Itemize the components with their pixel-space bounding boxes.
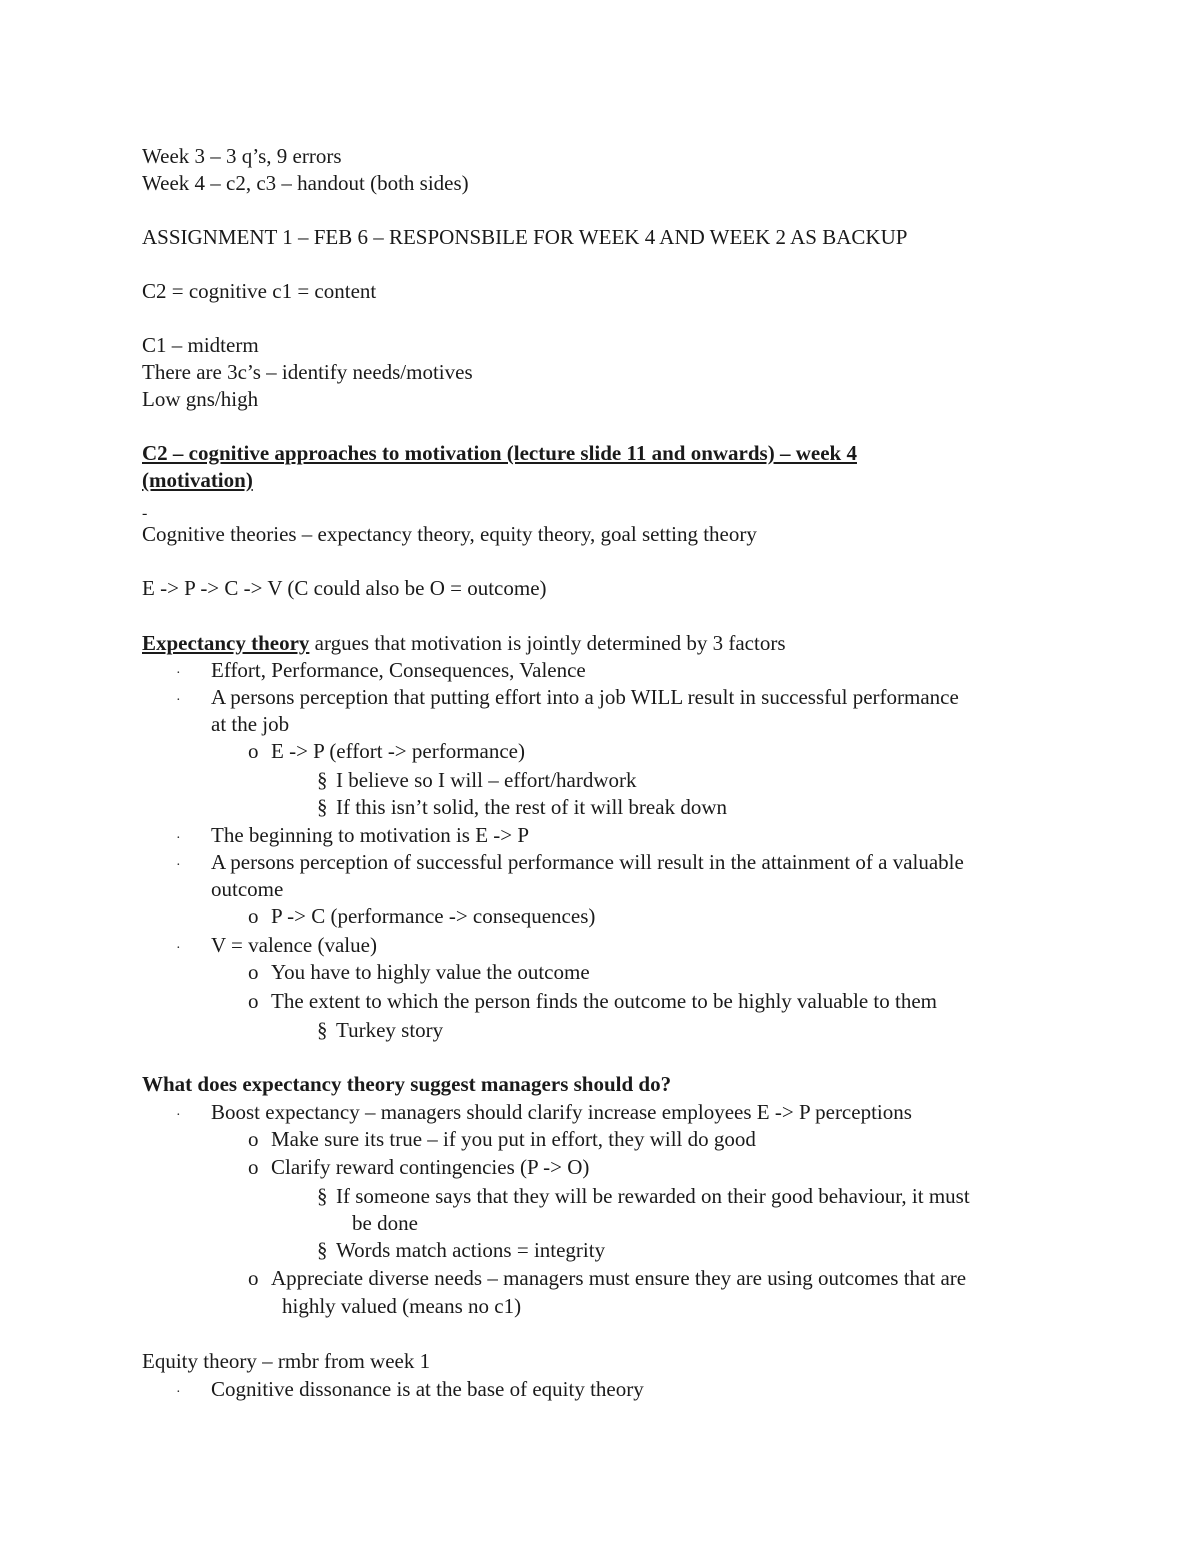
- list-item: I believe so I will – effort/hardwork: [336, 768, 637, 792]
- list-item: V = valence (value): [211, 933, 377, 957]
- text-line: Cognitive theories – expectancy theory, equity theory, goal setting theory: [142, 522, 757, 546]
- list-item: Make sure its true – if you put in effort, they will do good: [271, 1127, 756, 1151]
- list-item-cont: be done: [352, 1211, 418, 1235]
- bullet-marker: ·: [176, 831, 181, 846]
- circle-marker: o: [248, 960, 259, 984]
- circle-marker: o: [248, 1266, 259, 1290]
- list-item: A persons perception that putting effort into a job WILL result in successful performance: [211, 685, 959, 709]
- list-item: Cognitive dissonance is at the base of equity theory: [211, 1377, 644, 1401]
- list-item: A persons perception of successful performance will result in the attainment of a valuable: [211, 850, 964, 874]
- section-heading-cont: (motivation): [142, 468, 253, 492]
- text-line: C2 = cognitive c1 = content: [142, 279, 377, 303]
- list-item: If someone says that they will be rewarded on their good behaviour, it must: [336, 1184, 970, 1208]
- circle-marker: o: [248, 904, 259, 928]
- list-item-cont: outcome: [211, 877, 284, 901]
- bullet-marker: ·: [176, 941, 181, 956]
- list-item: The extent to which the person finds the outcome to be highly valuable to them: [271, 989, 938, 1013]
- list-item: Words match actions = integrity: [336, 1238, 606, 1262]
- managers-heading: What does expectancy theory suggest managers should do?: [142, 1072, 672, 1096]
- section-heading: C2 – cognitive approaches to motivation (lecture slide 11 and onwards) – week 4: [142, 441, 857, 465]
- expectancy-rest: argues that motivation is jointly determined by 3 factors: [309, 631, 786, 655]
- section-marker: §: [317, 768, 328, 792]
- bullet-marker: ·: [176, 666, 181, 681]
- bullet-marker: ·: [176, 693, 181, 708]
- text-line: E -> P -> C -> V (C could also be O = outcome): [142, 576, 547, 600]
- circle-marker: o: [248, 1127, 259, 1151]
- text-line: C1 – midterm: [142, 333, 259, 357]
- section-marker: §: [317, 1184, 328, 1208]
- bullet-marker: ·: [176, 1385, 181, 1400]
- list-item: Boost expectancy – managers should clarify increase employees E -> P perceptions: [211, 1100, 912, 1124]
- section-marker: §: [317, 1238, 328, 1262]
- circle-marker: o: [248, 1155, 259, 1179]
- text-line: There are 3c’s – identify needs/motives: [142, 360, 473, 384]
- list-item: You have to highly value the outcome: [271, 960, 590, 984]
- expectancy-intro: [142, 630, 786, 657]
- text-line: Equity theory – rmbr from week 1: [142, 1349, 431, 1373]
- list-item: The beginning to motivation is E -> P: [211, 823, 530, 847]
- text-line: Week 4 – c2, c3 – handout (both sides): [142, 171, 469, 195]
- text-line: Low gns/high: [142, 387, 259, 411]
- text-line: ASSIGNMENT 1 – FEB 6 – RESPONSBILE FOR WEEK 4 AND WEEK 2 AS BACKUP: [142, 225, 908, 249]
- list-item: Appreciate diverse needs – managers must ensure they are using outcomes that are: [271, 1266, 967, 1290]
- list-item: Clarify reward contingencies (P -> O): [271, 1155, 590, 1179]
- list-item: Turkey story: [336, 1018, 444, 1042]
- circle-marker: o: [248, 989, 259, 1013]
- bullet-marker: ·: [176, 1108, 181, 1123]
- list-item: E -> P (effort -> performance): [271, 739, 525, 763]
- text-line: Week 3 – 3 q’s, 9 errors: [142, 144, 342, 168]
- section-marker: §: [317, 1018, 328, 1042]
- circle-marker: o: [248, 739, 259, 763]
- bullet-marker: ·: [176, 858, 181, 873]
- list-item-cont: at the job: [211, 712, 290, 736]
- dash-mark: -: [142, 505, 148, 522]
- list-item: Effort, Performance, Consequences, Valence: [211, 658, 586, 682]
- list-item-cont: highly valued (means no c1): [282, 1294, 522, 1318]
- list-item: If this isn’t solid, the rest of it will break down: [336, 795, 727, 819]
- section-marker: §: [317, 795, 328, 819]
- expectancy-term: Expectancy theory: [142, 631, 310, 655]
- list-item: P -> C (performance -> consequences): [271, 904, 596, 928]
